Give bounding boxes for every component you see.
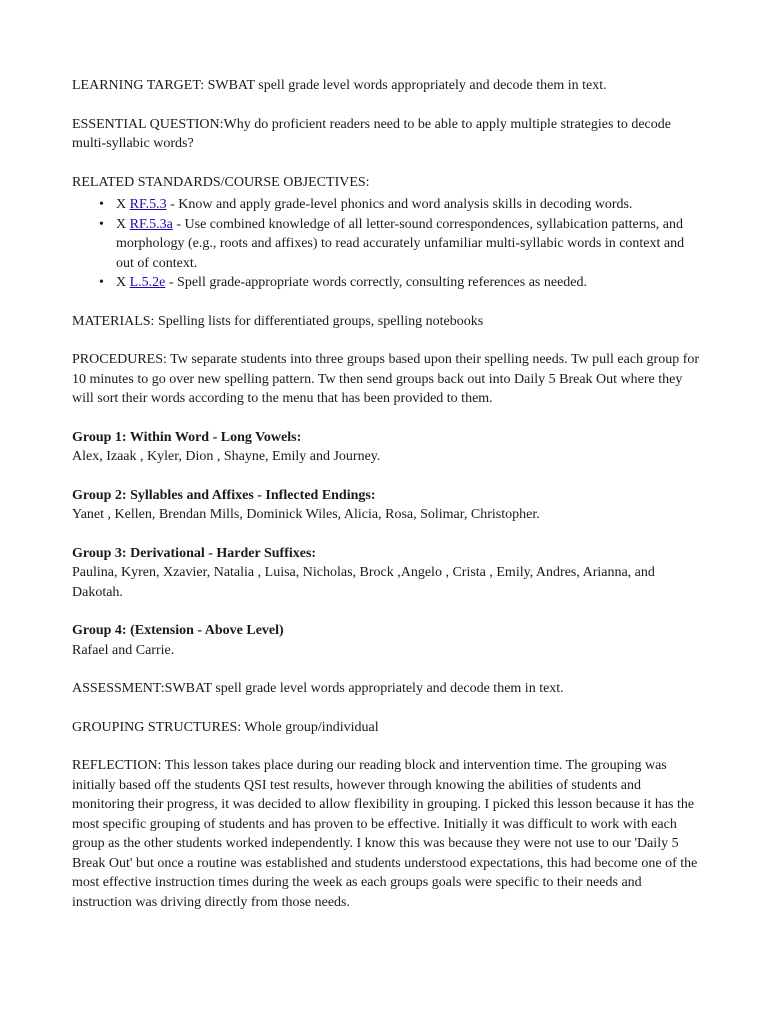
assessment: ASSESSMENT:SWBAT spell grade level words appropriately and decode them in text. xyxy=(72,681,564,696)
group-members: Yanet , Kellen, Brendan Mills, Dominick Wiles, Alicia, Rosa, Solimar, Christopher. xyxy=(72,507,540,522)
standard-checkmark: X xyxy=(116,197,130,212)
standard-item xyxy=(99,273,700,293)
group-block xyxy=(72,544,700,603)
standard-description: - Know and apply grade-level phonics and word analysis skills in decoding words. xyxy=(166,197,633,212)
standard-link-rf-5-3a[interactable]: RF.5.3a xyxy=(129,216,173,232)
bullet-icon: • xyxy=(99,197,104,212)
group-members: Paulina, Kyren, Xzavier, Natalia , Luisa, Nicholas, Brock ,Angelo , Crista , Emily, Andres, Arianna, and Dakotah. xyxy=(72,565,655,600)
group-title: Group 2: Syllables and Affixes - Inflected Endings: xyxy=(72,487,376,503)
standard-description: - Spell grade-appropriate words correctly, consulting references as needed. xyxy=(165,275,588,290)
group-block xyxy=(72,428,700,467)
standard-link-rf-5-3[interactable]: RF.5.3 xyxy=(129,197,167,212)
grouping-structures: GROUPING STRUCTURES: Whole group/individual xyxy=(72,719,379,735)
group-title: Group 3: Derivational - Harder Suffixes: xyxy=(72,545,317,561)
group-block xyxy=(72,486,700,525)
group-title: Group 1: Within Word - Long Vowels: xyxy=(72,429,302,445)
standard-checkmark: X xyxy=(116,216,130,232)
materials: MATERIALS: Spelling lists for differentiated groups, spelling notebooks xyxy=(72,313,484,329)
standard-checkmark: X xyxy=(116,275,130,290)
group-members: Rafael and Carrie. xyxy=(72,642,175,658)
essential-question: ESSENTIAL QUESTION:Why do proficient readers need to be able to apply multiple strategies to decode multi-syllabic words? xyxy=(72,116,671,151)
standard-item xyxy=(99,195,700,215)
standards-heading: RELATED STANDARDS/COURSE OBJECTIVES: xyxy=(72,174,370,190)
bullet-icon: • xyxy=(99,216,104,232)
reflection: REFLECTION: This lesson takes place during our reading block and intervention time. The grouping was initially based off the students QSI test results, however through knowing the abilities of students and monitoring their progress, it was decided to allow flexibility in grouping. I picked this lesson because it has the most specific grouping of students and has proven to be effective. Initially it was difficult to work with each group as the other students worked independently. I know this was because they were not use to our 'Daily 5 Break Out' but once a routine was established and students understood expectations, this had become one of the most effective instruction times during the week as each groups goals were specific to their needs and instruction was driving directly from those needs. xyxy=(72,758,698,910)
group-members: Alex, Izaak , Kyler, Dion , Shayne, Emily and Journey. xyxy=(72,449,381,464)
group-block xyxy=(72,621,700,660)
procedures: PROCEDURES: Tw separate students into three groups based upon their spelling needs. Tw pull each group for 10 minutes to go over new spelling pattern. Tw then send groups back out into Daily 5 Break Out where they will sort their words according to the menu that has been provided to them. xyxy=(72,352,700,406)
lesson-plan-document xyxy=(72,76,700,931)
standard-description: - Use combined knowledge of all letter-sound correspondences, syllabication patterns, and morphology (e.g., roots and affixes) to read accurately unfamiliar multi-syllabic words in context and out of context. xyxy=(116,216,685,271)
bullet-icon: • xyxy=(99,275,104,290)
standard-item xyxy=(99,215,700,274)
standards-list xyxy=(72,195,700,293)
standard-link-l-5-2e[interactable]: L.5.2e xyxy=(129,275,166,290)
learning-target: LEARNING TARGET: SWBAT spell grade level words appropriately and decode them in text. xyxy=(72,78,607,93)
group-title: Group 4: (Extension - Above Level) xyxy=(72,623,284,638)
